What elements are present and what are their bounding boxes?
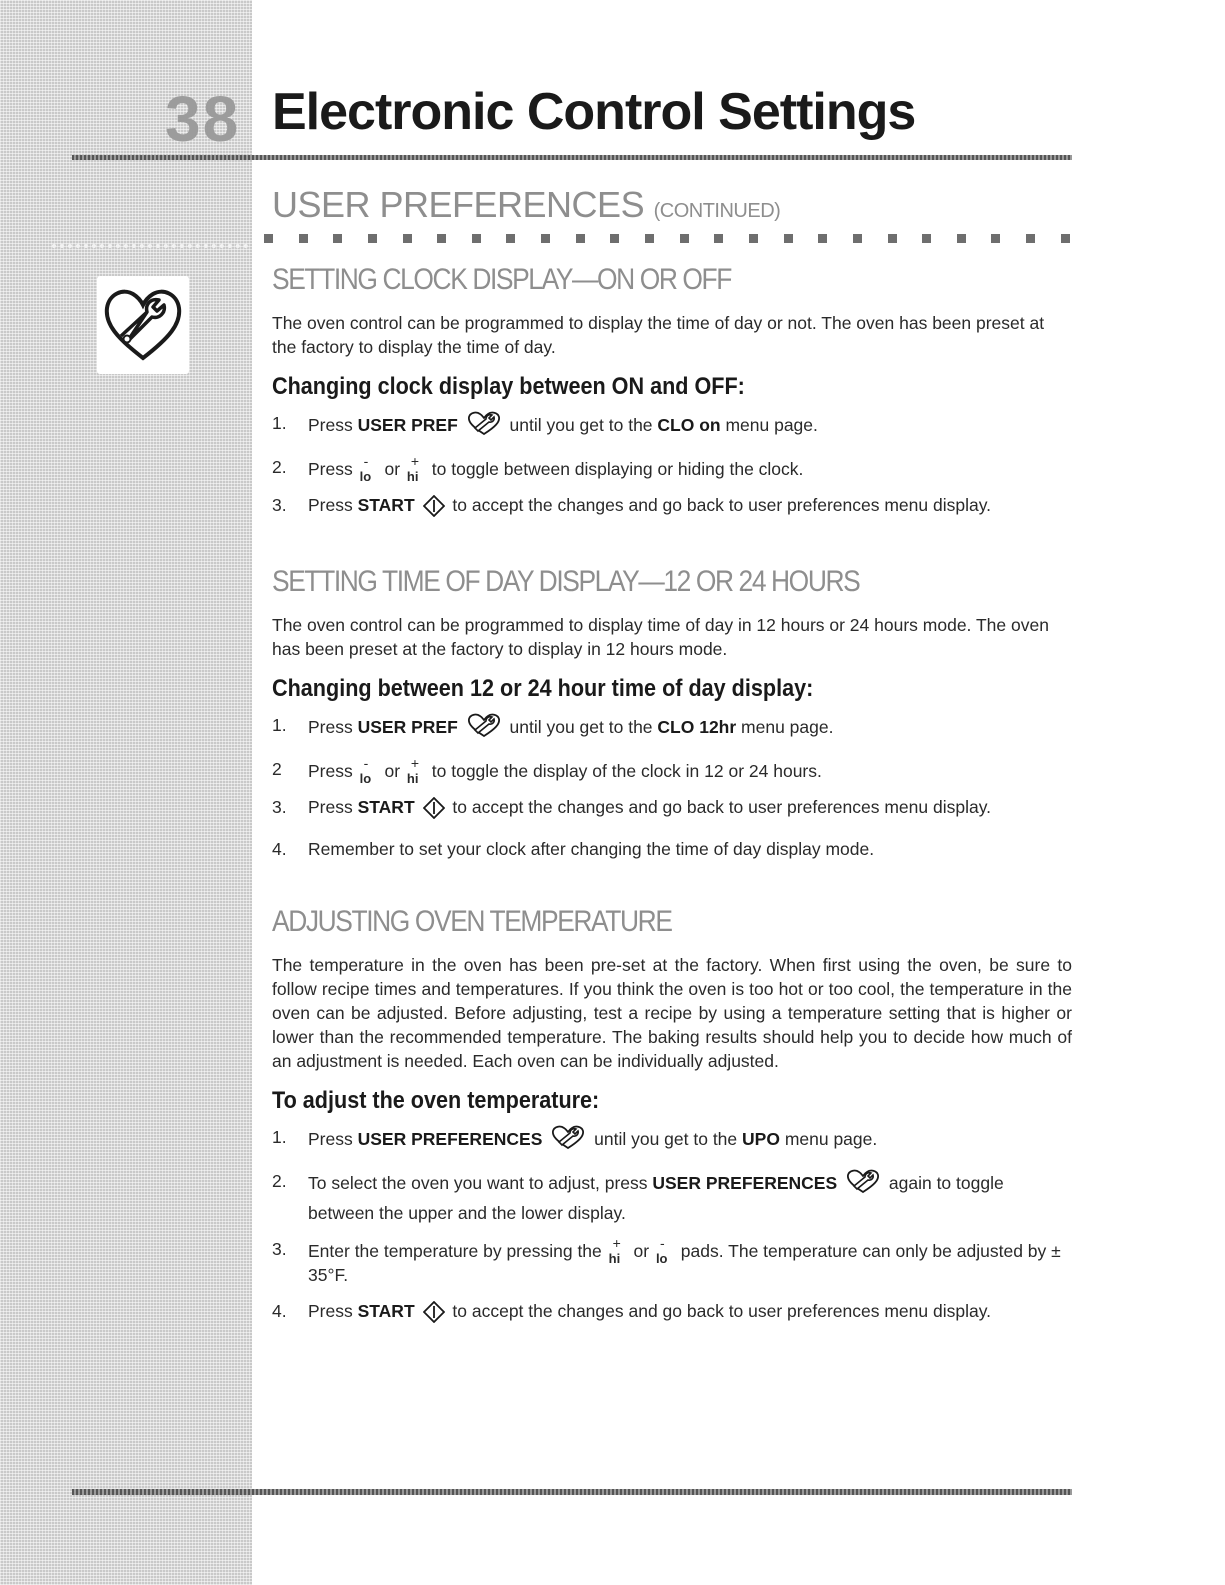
section-subtitle: (CONTINUED): [653, 200, 781, 222]
user-preferences-badge: [97, 276, 189, 374]
list-item: 2. To select the oven you want to adjust, press USER PREFERENCES again to toggle between the upper and the lower display.: [272, 1171, 1004, 1223]
list-item: 3. Press START to accept the changes and go back to user preferences menu display.: [272, 795, 1072, 825]
sidebar-divider: [52, 244, 248, 248]
list-item: 3. Enter the temperature by pressing the + hi or - lo pads. The temperature can only be adjusted by ± 35°F.: [272, 1235, 1061, 1285]
wrench-heart-icon: [97, 276, 189, 374]
list-item: 1. Press USER PREFERENCES until you get to the UPO menu page.: [272, 1125, 1072, 1157]
clock-display-instructions-title: Changing clock display between ON and OFF:: [272, 373, 745, 400]
section-title: [272, 180, 1072, 230]
clock-display-heading: SETTING CLOCK DISPLAY—ON OR OFF: [272, 263, 732, 296]
section-title-text: USER PREFERENCES: [272, 184, 645, 225]
oven-temp-steps: [272, 1125, 1072, 1329]
hi-pad: + hi: [406, 755, 420, 786]
oven-temp-intro: The temperature in the oven has been pre-set at the factory. When first using the oven, be sure to follow recipe times and temperatures. If you think the oven is too hot or too cool, the temperature in the oven can be adjusted. Before adjusting, test a recipe by using a temperature setting that is higher or lower than the recommended temperature. The baking results should help you to decide how much of an adjustment is needed. Each oven can be individually adjusted.: [272, 955, 1072, 1071]
page-number: 38: [165, 83, 241, 155]
lo-pad: - lo: [655, 1235, 668, 1266]
start-diamond-icon: [423, 495, 445, 523]
hi-pad: + hi: [608, 1235, 621, 1266]
page-title: Electronic Control Settings: [272, 83, 916, 141]
time-display-intro: The oven control can be programmed to display time of day in 12 hours or 24 hours mode. The oven has been preset at the factory to display in 12 hours mode.: [272, 615, 1049, 659]
list-item: 4. Press START to accept the changes and go back to user preferences menu display.: [272, 1299, 1072, 1329]
footer-rule: [72, 1489, 1072, 1495]
oven-temp-instructions-title: To adjust the oven temperature:: [272, 1087, 600, 1114]
clock-display-steps: [272, 411, 1072, 523]
oven-temp-heading: ADJUSTING OVEN TEMPERATURE: [272, 905, 672, 938]
main-content: [272, 180, 1072, 1341]
list-item: 1. Press USER PREF until you get to the CLO 12hr menu page.: [272, 713, 1072, 745]
wrench-heart-icon: [845, 1169, 881, 1201]
list-item: 2 Press - lo or + hi to toggle the display of the clock in 12 or 24 hours.: [272, 755, 822, 786]
list-item: 1. Press USER PREF until you get to the CLO on menu page.: [272, 411, 1072, 443]
lo-pad: - lo: [359, 453, 372, 484]
time-display-steps: [272, 713, 1072, 861]
header-rule: [72, 155, 1072, 160]
start-diamond-icon: [423, 1301, 445, 1329]
time-display-instructions-title: Changing between 12 or 24 hour time of day display:: [272, 675, 814, 702]
start-diamond-icon: [423, 797, 445, 825]
hi-pad: + hi: [406, 453, 420, 484]
list-item: 4. Remember to set your clock after changing the time of day display mode.: [272, 839, 875, 859]
sidebar-band: [0, 0, 252, 1585]
wrench-heart-icon: [466, 713, 502, 745]
wrench-heart-icon: [550, 1125, 586, 1157]
list-item: 2. Press - lo or + hi to toggle between displaying or hiding the clock.: [272, 453, 804, 484]
clock-display-intro: The oven control can be programmed to display the time of day or not. The oven has been preset at the factory to display the time of day.: [272, 313, 1045, 357]
time-display-heading: SETTING TIME OF DAY DISPLAY—12 OR 24 HOURS: [272, 565, 860, 598]
wrench-heart-icon: [466, 411, 502, 443]
list-item: 3. Press START to accept the changes and go back to user preferences menu display.: [272, 493, 1072, 523]
square-divider: [264, 234, 1070, 243]
lo-pad: - lo: [359, 755, 372, 786]
